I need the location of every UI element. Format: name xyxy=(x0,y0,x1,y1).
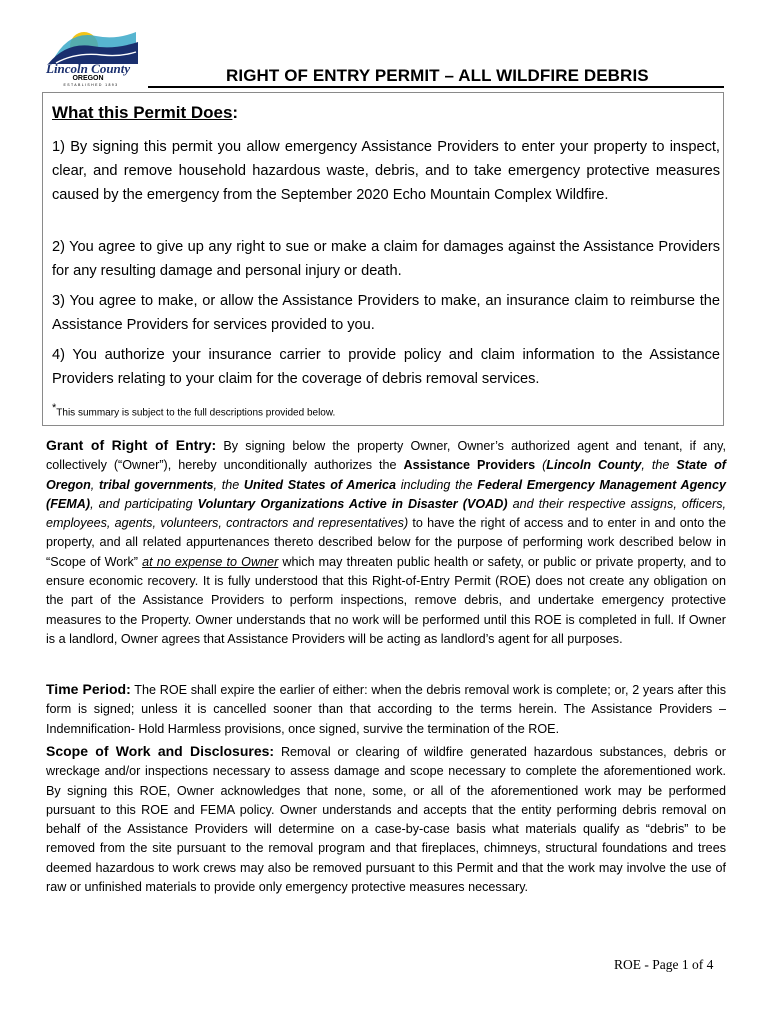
grant-heading: Grant of Right of Entry: xyxy=(46,437,217,453)
grant-text-i6: and their respective assigns, officers, employees, agents, volunteers, contractors and representatives) xyxy=(46,496,727,531)
lincoln-county-logo xyxy=(46,22,138,88)
time-period-text: The ROE shall expire the earlier of either: when the debris removal work is complete; or, 2 years after this form is signed; unless it is cancelled sooner than that according to the terms herein. The Assistance Providers – Indemnification- Hold Harmless provisions, once signed, survive the termination of the ROE. xyxy=(46,683,726,736)
note-text: This summary is subject to the full descriptions provided below. xyxy=(56,407,336,419)
logo-state: OREGON xyxy=(72,75,104,82)
note-asterisk: * xyxy=(52,402,57,414)
grant-tribal-governments: tribal governments xyxy=(98,477,214,492)
summary-item-4: 4) You authorize your insurance carrier to provide policy and claim information to the Assistance Providers relating to your claim for the coverage of debris removal services. xyxy=(52,347,720,387)
summary-item-2: 2) You agree to give up any right to sue or make a claim for damages against the Assistance Providers for any resulting damage and personal injury or death. xyxy=(52,239,720,279)
grant-text-i5: , and participating xyxy=(90,496,198,511)
scope-text: Removal or clearing of wildfire generated hazardous substances, debris or wreckage and/or inspections necessary to assess damage and scope necessary to complete the aforementioned work. By signing this ROE, Owner acknowledges that none, some, or all of the aforementioned work may be performed pursuant to this ROE and FEMA policy. Owner understands and accepts that the entity performing debris removal on behalf of the Assistance Providers will determine on a case-by-case basis what materials qualify as “debris” to be removed from the site pursuant to the removal program and that fireplaces, chimneys, structural foundations and trees deemed hazardous to work crews may also be removed pursuant to this Permit and that the work may involve the use of raw or unfinished materials to provide only emergency protective measures necessary. xyxy=(46,745,726,895)
summary-heading-colon: : xyxy=(232,103,239,122)
document-title: RIGHT OF ENTRY PERMIT – ALL WILDFIRE DEBRIS xyxy=(226,66,649,85)
grant-text-i1: , the xyxy=(641,458,677,473)
grant-state-of-oregon: State of Oregon xyxy=(46,458,726,492)
grant-text-i2: , xyxy=(90,477,99,492)
grant-lincoln-county: Lincoln County xyxy=(546,458,642,473)
grant-text-3: to have the right of access and to enter in and onto the property, and all related appurtenances thereto described below for the purpose of performing work described below in “Scope of Work” xyxy=(46,516,726,569)
grant-voad: Voluntary Organizations Active in Disaster (VOAD) xyxy=(197,496,508,511)
summary-item-3: 3) You agree to make, or allow the Assistance Providers to make, an insurance claim to reimburse the Assistance Providers for services provided to you. xyxy=(52,293,720,333)
scope-heading: Scope of Work and Disclosures: xyxy=(46,743,275,759)
logo-county-name: Lincoln County xyxy=(46,61,131,76)
scope-section xyxy=(46,742,726,897)
summary-heading xyxy=(52,103,238,123)
grant-assistance-providers: Assistance Providers xyxy=(403,458,536,473)
summary-heading-text: What this Permit Does xyxy=(52,103,233,122)
grant-usa: United States of America xyxy=(243,477,397,492)
grant-no-expense: at no expense to Owner xyxy=(142,554,279,569)
grant-text-i3: , the xyxy=(213,477,244,492)
grant-section xyxy=(46,436,726,649)
logo-wave-sun-graphic xyxy=(46,22,138,64)
grant-text-i4: including the xyxy=(396,477,478,492)
summary-item-1: 1) By signing this permit you allow emergency Assistance Providers to enter your property to inspect, clear, and remove household hazardous waste, debris, and to take emergency protective measures caused by the emergency from the September 2020 Echo Mountain Complex Wildfire. xyxy=(52,139,720,203)
title-rule xyxy=(148,86,724,88)
grant-text-4: which may threaten public health or safety, or public or private property, and to ensure economic recovery. It is fully understood that this Right-of-Entry Permit (ROE) does not create any obligation on the part of the Assistance Providers to perform inspections, remove debris, and undertake emergency protective measures to the Property. Owner understands that no work will be performed until this ROE is completed in full. If Owner is a landlord, Owner agrees that Assistance Providers will be acting as landlord’s agent for all purposes. xyxy=(46,554,726,646)
time-period-heading: Time Period: xyxy=(46,681,131,697)
summary-note xyxy=(52,402,335,418)
grant-paren: ( xyxy=(535,458,547,473)
time-period-section xyxy=(46,680,726,739)
logo-established: ESTABLISHED 1893 xyxy=(63,83,119,87)
grant-text-1: By signing below the property Owner, Owner’s authorized agent and tenant, if any, collectively (“Owner”), hereby unconditionally authorizes the xyxy=(46,439,727,473)
page-number-footer: ROE - Page 1 of 4 xyxy=(614,957,714,972)
grant-fema: Federal Emergency Management Agency (FEMA) xyxy=(46,477,726,511)
